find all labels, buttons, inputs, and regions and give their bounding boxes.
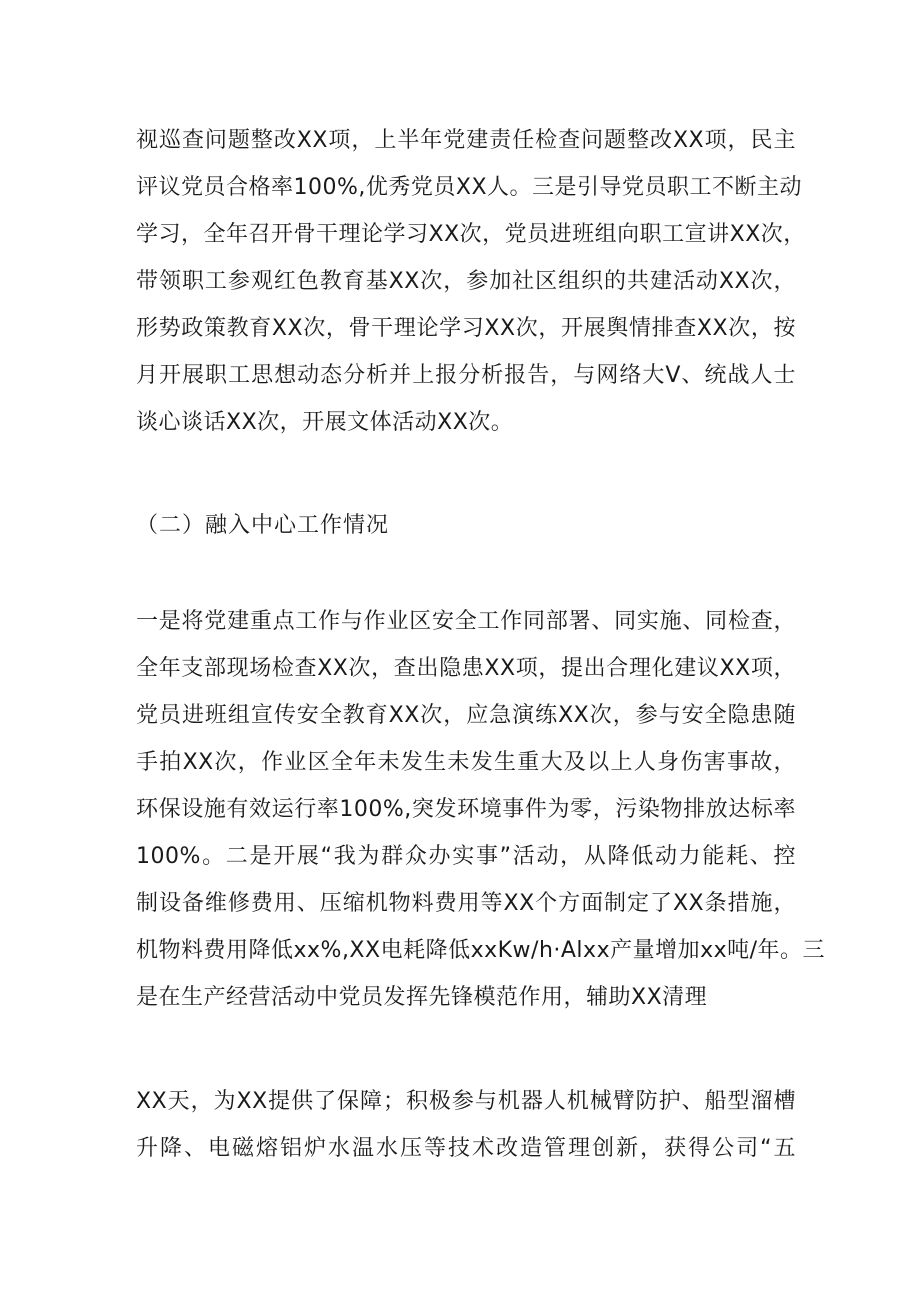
- text-line: 升降、电磁熔铝炉水温水压等技术改造管理创新，获得公司“五: [136, 1136, 796, 1161]
- text-line: 制设备维修费用、压缩机物料费用等XX个方面制定了XX条措施，: [136, 891, 796, 916]
- text-line: 视巡查问题整改XX项，上半年党建责任检查问题整改XX项，民主: [136, 128, 796, 153]
- text-line: 全年支部现场检查XX次，查出隐患XX项，提出合理化建议XX项，: [136, 656, 796, 681]
- text-line: 党员进班组宣传安全教育XX次，应急演练XX次，参与安全隐患随: [136, 703, 796, 728]
- text-line: 手拍XX次，作业区全年未发生未发生重大及以上人身伤害事故，: [136, 750, 796, 775]
- text-line: 评议党员合格率100%,优秀党员XX人。三是引导党员职工不断主动: [136, 175, 803, 200]
- text-line: 100%。二是开展“我为群众办实事”活动，从降低动力能耗、控: [136, 844, 796, 869]
- section-heading: （二）融入中心工作情况: [136, 513, 390, 538]
- text-line: 谈心谈话XX次，开展文体活动XX次。: [136, 410, 514, 435]
- text-line: XX天，为XX提供了保障；积极参与机器人机械臂防护、船型溜槽: [136, 1089, 796, 1114]
- paragraph-3: [136, 1078, 796, 1172]
- text-line: 学习，全年召开骨干理论学习XX次，党员进班组向职工宣讲XX次，: [136, 222, 806, 247]
- paragraph-2: [136, 598, 826, 1021]
- text-line: 机物料费用降低xx%,XX电耗降低xxKw/h·Alxx产量增加xx吨/年。三: [136, 938, 826, 963]
- paragraph-1: [136, 117, 806, 446]
- text-line: 带领职工参观红色教育基XX次，参加社区组织的共建活动XX次，: [136, 269, 796, 294]
- text-line: 一是将党建重点工作与作业区安全工作同部署、同实施、同检查，: [136, 609, 796, 634]
- text-line: 形势政策教育XX次，骨干理论学习XX次，开展舆情排查XX次，按: [136, 316, 796, 341]
- text-line: 环保设施有效运行率100%,突发环境事件为零，污染物排放达标率: [136, 797, 796, 822]
- text-line: 月开展职工思想动态分析并上报分析报告，与网络大V、统战人士: [136, 363, 796, 388]
- text-line: 是在生产经营活动中党员发挥先锋模范作用，辅助XX清理: [136, 985, 708, 1010]
